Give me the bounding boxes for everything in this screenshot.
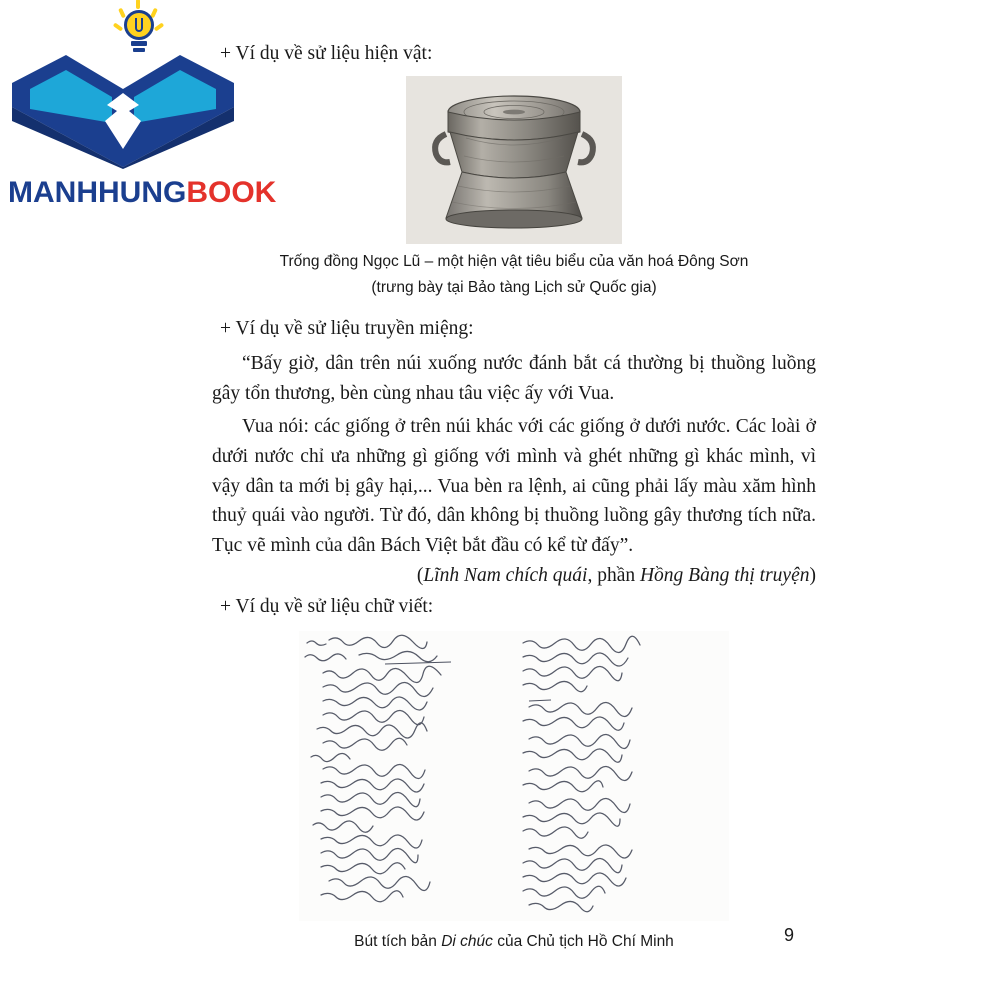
artifact-example-heading: + Ví dụ về sử liệu hiện vật: bbox=[220, 43, 433, 64]
oral-example-heading: + Ví dụ về sử liệu truyền miệng: bbox=[220, 317, 474, 339]
quote-paragraph-2: Vua nói: các giống ở trên núi khác với các giống ở dưới nước. Các loài ở dưới nước chỉ ưa những gì giống với mình và ghét những gì khác mình, vì vậy dân ta mới bị gây hại,... Vua bèn ra lệnh, ai cũng phải lấy màu xăm hình thuỷ quái vào người. Từ đó, dân không bị thuồng luồng gây thương tích nữa. Tục vẽ mình của dân Bách Việt bắt đầu có kể từ đấy”. bbox=[212, 416, 816, 556]
source-paren-close: ) bbox=[809, 564, 816, 586]
manuscript-caption-title: Di chúc bbox=[441, 932, 493, 950]
source-work-title: Lĩnh Nam chích quái bbox=[423, 564, 588, 586]
source-chapter-title: Hồng Bàng thị truyện bbox=[639, 564, 810, 586]
page-number: 9 bbox=[783, 925, 794, 945]
written-example-heading: + Ví dụ về sử liệu chữ viết: bbox=[220, 595, 434, 617]
ngoc-lu-drum-image bbox=[406, 76, 622, 244]
manuscript-caption bbox=[212, 933, 816, 951]
testament-manuscript-image bbox=[299, 631, 729, 921]
open-book-icon bbox=[8, 49, 238, 169]
bronze-drum-figure bbox=[212, 76, 816, 244]
quote-source bbox=[212, 565, 816, 587]
page-content bbox=[212, 40, 816, 966]
drum-caption-line-2: (trưng bày tại Bảo tàng Lịch sử Quốc gia) bbox=[371, 279, 657, 297]
brand-text-secondary: BOOK bbox=[186, 176, 277, 209]
drum-caption-line-1: Trống đồng Ngọc Lũ – một hiện vật tiêu biểu của văn hoá Đông Sơn bbox=[279, 253, 749, 271]
source-separator: , phần bbox=[587, 564, 640, 586]
brand-text-primary: MANHHUNG bbox=[8, 176, 187, 209]
source-paren-open: ( bbox=[416, 564, 424, 586]
manuscript-caption-suffix: của Chủ tịch Hồ Chí Minh bbox=[492, 932, 674, 950]
manuscript-caption-prefix: Bút tích bản bbox=[354, 932, 442, 950]
quote-paragraph-1: “Bấy giờ, dân trên núi xuống nước đánh bắt cá thường bị thuồng luồng gây tổn thương, bèn cùng nhau tâu việc ấy với Vua. bbox=[212, 353, 816, 404]
